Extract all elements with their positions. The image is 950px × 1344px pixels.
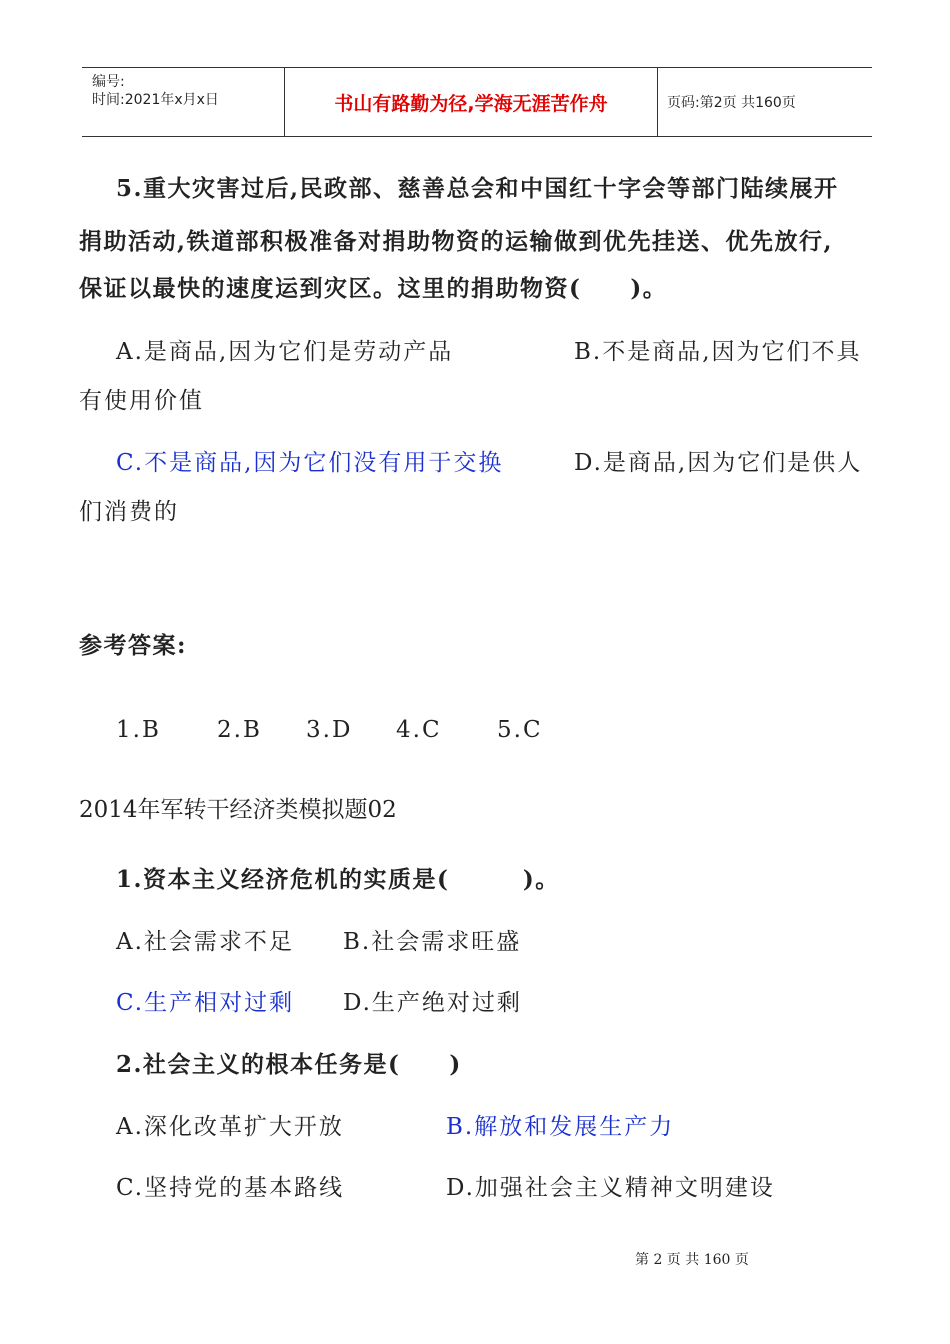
page-footer: 第 2 页 共 160 页: [635, 1252, 749, 1268]
answer-item: 4.C: [396, 717, 442, 743]
question-1-stem: 1.资本主义经济危机的实质是( )。: [116, 866, 560, 893]
question-1-option-c-correct: C.生产相对过剩: [116, 990, 295, 1016]
question-2-option-d: D.加强社会主义精神文明建设: [446, 1175, 775, 1201]
answer-item: 2.B: [217, 717, 262, 743]
question-2-option-c: C.坚持党的基本路线: [116, 1175, 345, 1201]
question-5-option-d-continued: 们消费的: [79, 499, 179, 525]
document-date: 时间:2021年x月x日: [92, 92, 219, 108]
question-1-option-a: A.社会需求不足: [116, 929, 294, 955]
question-5-option-b: B.不是商品,因为它们不具: [574, 339, 862, 365]
question-5-option-d: D.是商品,因为它们是供人: [574, 450, 863, 476]
question-1-option-b: B.社会需求旺盛: [343, 929, 522, 955]
question-5-line-2: 捐助活动,铁道部积极准备对捐助物资的运输做到优先挂送、优先放行,: [79, 228, 834, 255]
header-meta: [82, 68, 282, 136]
document-number-label: 编号:: [92, 74, 125, 90]
question-5-option-c-correct: C.不是商品,因为它们没有用于交换: [116, 450, 504, 476]
section-title: 2014年军转干经济类模拟题02: [79, 797, 397, 823]
answer-item: 1.B: [116, 717, 161, 743]
answer-key-heading: 参考答案:: [79, 632, 187, 659]
answer-item: 3.D: [306, 717, 353, 743]
question-2-option-a: A.深化改革扩大开放: [116, 1114, 344, 1140]
question-5-option-a: A.是商品,因为它们是劳动产品: [116, 339, 454, 365]
header-page-info: 页码:第2页 共160页: [667, 95, 796, 111]
question-5-line-1: 5.重大灾害过后,民政部、慈善总会和中国红十字会等部门陆续展开: [116, 175, 839, 202]
header-motto: 书山有路勤为径,学海无涯苦作舟: [284, 68, 658, 136]
question-2-option-b-correct: B.解放和发展生产力: [446, 1114, 675, 1140]
question-1-option-d: D.生产绝对过剩: [343, 990, 522, 1016]
answer-item: 5.C: [497, 717, 543, 743]
question-5-option-b-continued: 有使用价值: [79, 388, 204, 414]
question-5-line-3: 保证以最快的速度运到灾区。这里的捐助物资( )。: [79, 275, 668, 302]
page-header: [82, 67, 872, 137]
question-2-stem: 2.社会主义的根本任务是( ): [116, 1051, 462, 1078]
